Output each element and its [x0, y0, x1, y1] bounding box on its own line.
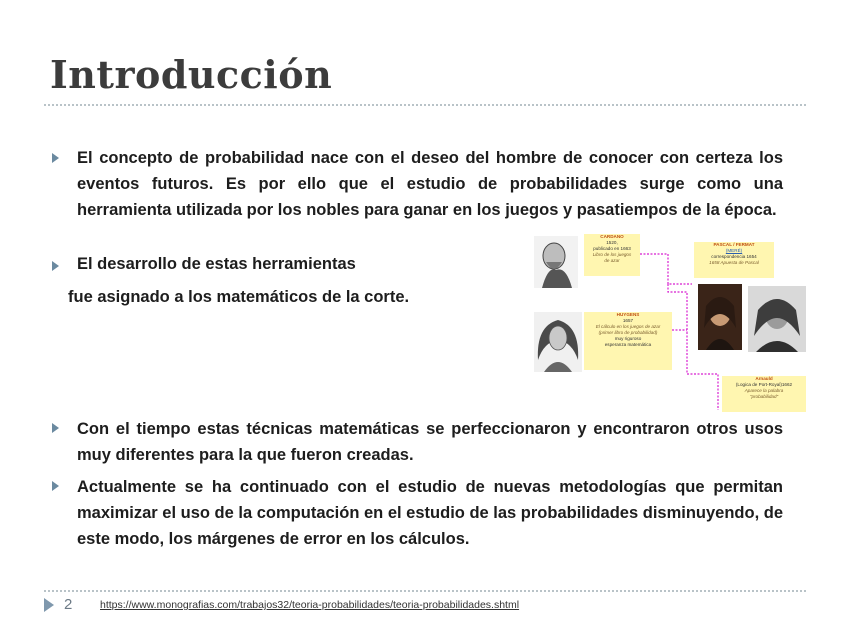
pascal-portrait: [698, 284, 742, 350]
title-divider: [44, 104, 806, 106]
fermat-portrait: [748, 286, 806, 352]
arnauld-logic: (Logica de Port-Royal)1662: [735, 382, 793, 387]
huygens-expectation: esperanza matemática: [604, 342, 652, 347]
footer-divider: [44, 590, 806, 592]
cardano-portrait: [534, 236, 578, 288]
pascal-note: [694, 242, 774, 278]
pascal-correspondence: correspondencia 1654: [711, 254, 757, 259]
pascal-name: PASCAL / FERMAT: [713, 242, 755, 247]
bullet-text-4: Actualmente se ha continuado con el estudio de nuevas metodologías que permitan maximizar el uso de la computación en el estudio de las probabilidades disminuyendo, de este modo, los márgenes de error en los cálculos.: [77, 478, 784, 548]
huygens-portrait: [534, 312, 582, 372]
huygens-note: [584, 312, 672, 370]
cardano-published: publicado en 1663: [593, 246, 631, 251]
huygens-name: HUYGENS: [616, 312, 640, 317]
cardano-book-cont: de azar: [604, 258, 620, 263]
cardano-book: Libro de los juegos: [592, 252, 632, 257]
bullet-text-2: El desarrollo de estas herramientas: [77, 255, 356, 273]
bullet-arrow-icon: [52, 153, 59, 163]
history-diagram: [532, 232, 808, 414]
bullet-text-3: Con el tiempo estas técnicas matemáticas se perfeccionaron y encontraron otros usos muy diferentes para la que fueron creadas.: [77, 420, 783, 464]
pascal-wager: 1658 Apuesta de Pascal: [709, 260, 759, 265]
bullet-arrow-icon: [52, 261, 59, 271]
source-link[interactable]: https://www.monografias.com/trabajos32/teoria-probabilidades/teoria-probabilidades.shtml: [100, 599, 520, 611]
footer-arrow-icon: [44, 598, 54, 612]
bullet-arrow-icon: [52, 481, 59, 491]
bullet-arrow-icon: [52, 423, 59, 433]
cardano-name: CARDANO: [600, 234, 624, 239]
bullet-text-1: El concepto de probabilidad nace con el deseo del hombre de conocer con certeza los eventos futuros. Es por ello que el estudio de probabilidades surge como una herramienta utilizada por los nobles para ganar en los juegos y pasatiempos de la época.: [77, 149, 783, 219]
bullet-text-2-continuation: fue asignado a los matemáticos de la corte.: [68, 288, 410, 306]
cardano-note: [584, 234, 640, 276]
huygens-book: El cálculo en los juegos de azar: [595, 324, 661, 329]
arnauld-note: [722, 376, 806, 412]
huygens-first-book: (primer libro de probabilidad): [598, 330, 658, 335]
page-number: 2: [64, 596, 73, 613]
arnauld-name: Arnauld: [755, 376, 773, 381]
huygens-rigor: muy riguroso: [614, 336, 642, 341]
cardano-year: 1520,: [606, 240, 618, 245]
arnauld-probabilidad: "probabilidad": [749, 394, 779, 399]
pascal-mere: (MERÉ): [725, 248, 743, 253]
huygens-year: 1657: [622, 318, 634, 323]
arnauld-word: Aparece la palabra: [744, 388, 784, 393]
slide-title: Introducción: [50, 52, 333, 97]
